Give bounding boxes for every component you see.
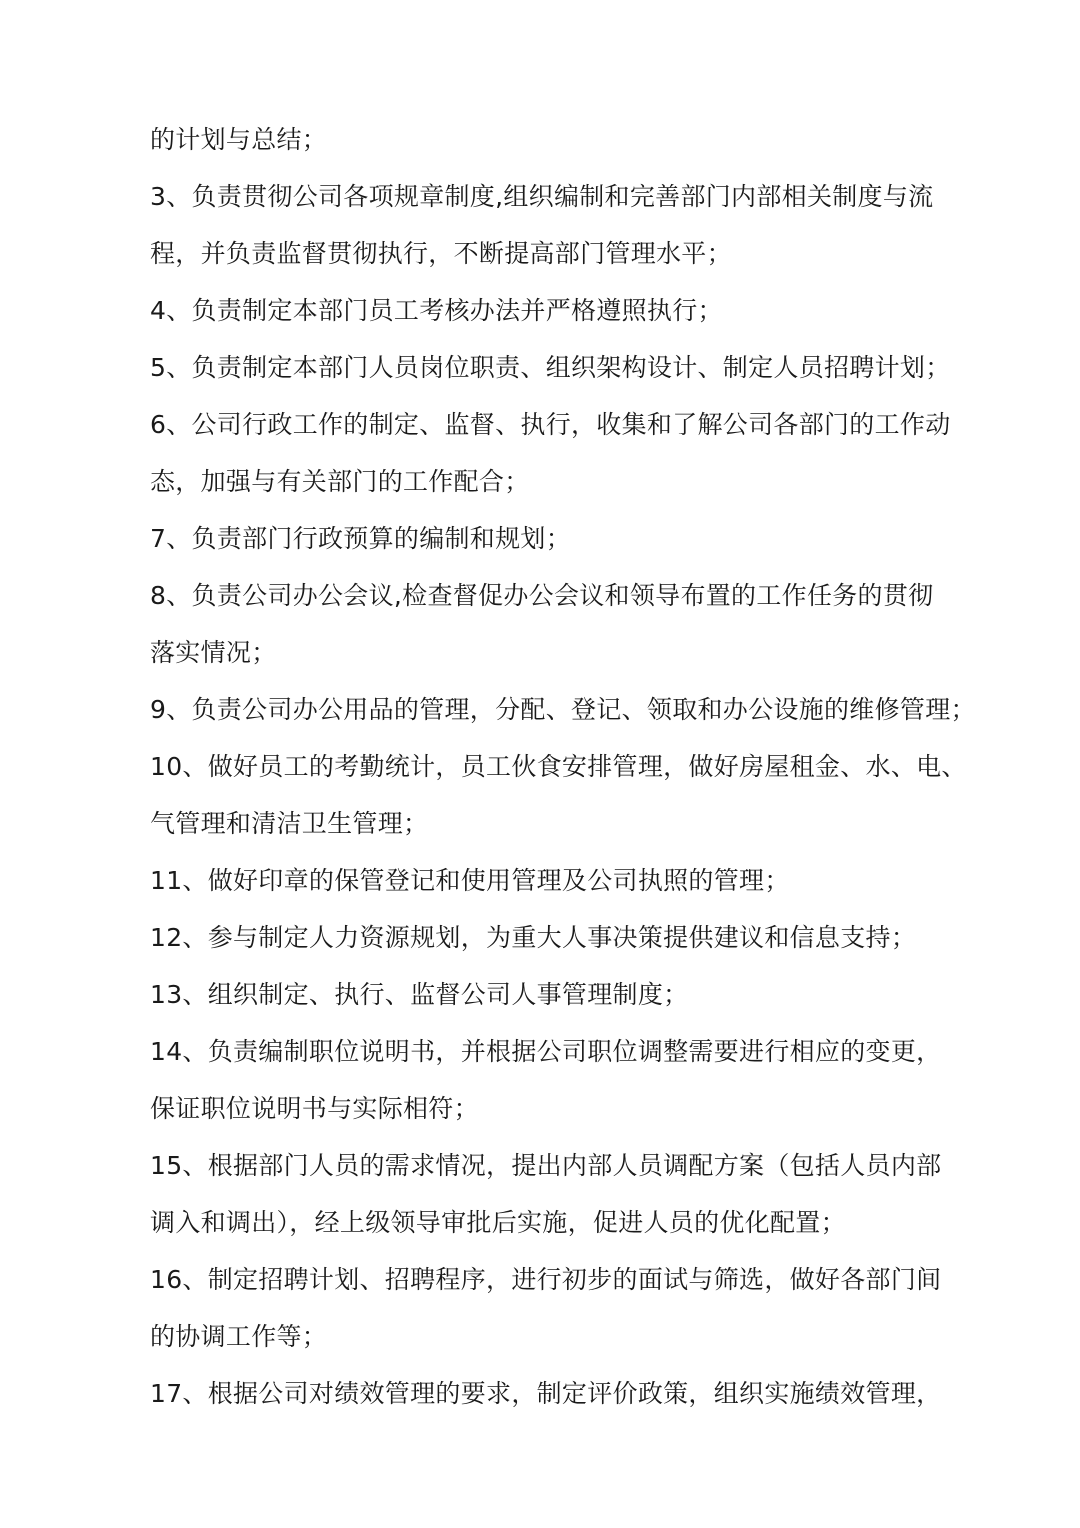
text-line: 14、负责编制职位说明书，并根据公司职位调整需要进行相应的变更， — [150, 1037, 942, 1066]
text-line: 气管理和清洁卫生管理； — [150, 809, 429, 838]
text-line: 3、负责贯彻公司各项规章制度,组织编制和完善部门内部相关制度与流 — [150, 182, 934, 211]
text-line: 6、公司行政工作的制定、监督、执行，收集和了解公司各部门的工作动 — [150, 410, 951, 439]
text-line: 程，并负责监督贯彻执行，不断提高部门管理水平； — [150, 239, 732, 268]
text-line: 16、制定招聘计划、招聘程序，进行初步的面试与筛选，做好各部门间 — [150, 1265, 942, 1294]
text-line: 落实情况； — [150, 638, 277, 667]
text-line: 保证职位说明书与实际相符； — [150, 1094, 479, 1123]
text-line: 9、负责公司办公用品的管理，分配、登记、领取和办公设施的维修管理； — [150, 695, 976, 724]
text-line: 11、做好印章的保管登记和使用管理及公司执照的管理； — [150, 866, 790, 895]
text-line: 的计划与总结； — [150, 125, 328, 154]
text-line: 7、负责部门行政预算的编制和规划； — [150, 524, 572, 553]
text-line: 8、负责公司办公会议,检查督促办公会议和领导布置的工作任务的贯彻 — [150, 581, 934, 610]
text-line: 的协调工作等； — [150, 1322, 328, 1351]
text-line: 调入和调出），经上级领导审批后实施，促进人员的优化配置； — [150, 1208, 846, 1237]
document-body — [150, 111, 976, 1422]
text-line: 态，加强与有关部门的工作配合； — [150, 467, 530, 496]
text-line: 4、负责制定本部门员工考核办法并严格遵照执行； — [150, 296, 723, 325]
text-line: 12、参与制定人力资源规划，为重大人事决策提供建议和信息支持； — [150, 923, 917, 952]
text-line: 13、组织制定、执行、监督公司人事管理制度； — [150, 980, 689, 1009]
text-line: 15、根据部门人员的需求情况，提出内部人员调配方案（包括人员内部 — [150, 1151, 942, 1180]
text-line: 5、负责制定本部门人员岗位职责、组织架构设计、制定人员招聘计划； — [150, 353, 951, 382]
text-line: 10、做好员工的考勤统计，员工伙食安排管理，做好房屋租金、水、电、 — [150, 752, 967, 781]
text-line: 17、根据公司对绩效管理的要求，制定评价政策，组织实施绩效管理， — [150, 1379, 942, 1408]
